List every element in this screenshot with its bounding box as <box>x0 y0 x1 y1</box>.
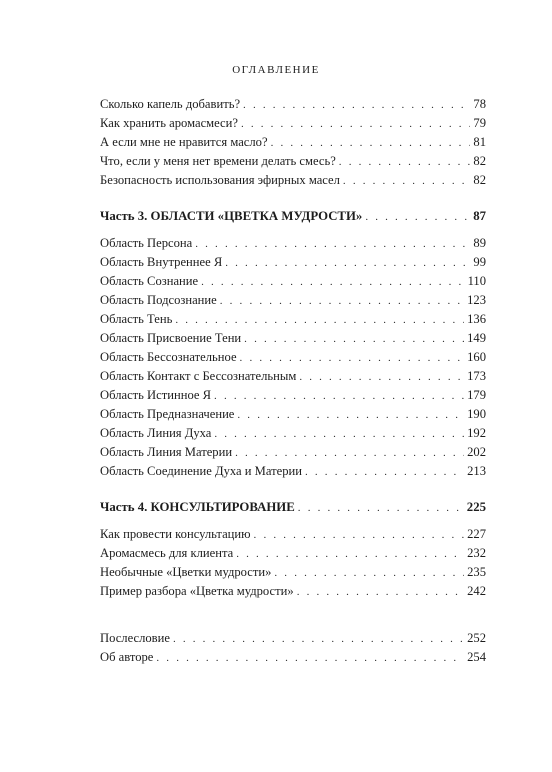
toc-entry[interactable] <box>100 629 486 648</box>
toc-group-part-3 <box>100 234 486 481</box>
entry-title: Область Присвоение Тени <box>100 331 242 345</box>
toc-entry[interactable] <box>100 367 486 386</box>
entry-page: 110 <box>467 274 486 288</box>
entry-title: Аромасмесь для клиента <box>100 546 234 560</box>
part-page: 87 <box>473 209 486 223</box>
leader-dots <box>240 349 465 368</box>
leader-dots <box>225 254 470 273</box>
entry-page: 227 <box>467 527 486 541</box>
toc-entry[interactable] <box>100 405 486 424</box>
leader-dots <box>201 273 464 292</box>
entry-title: Сколько капель добавить? <box>100 97 241 111</box>
entry-page: 252 <box>467 631 486 645</box>
entry-page: 192 <box>467 426 486 440</box>
entry-page: 254 <box>467 650 486 664</box>
leader-dots <box>241 115 470 134</box>
entry-title: Область Предназначение <box>100 407 235 421</box>
leader-dots <box>298 499 464 518</box>
leader-dots <box>195 235 470 254</box>
entry-title: Область Тень <box>100 312 173 326</box>
toc-entry[interactable] <box>100 310 486 329</box>
entry-page: 242 <box>467 584 486 598</box>
leader-dots <box>237 406 464 425</box>
toc-entry[interactable] <box>100 171 486 190</box>
toc-entry[interactable] <box>100 525 486 544</box>
entry-title: Область Подсознание <box>100 293 217 307</box>
leader-dots <box>173 630 464 649</box>
toc-part-heading[interactable] <box>100 207 486 226</box>
entry-title: Область Соединение Духа и Материи <box>100 464 302 478</box>
table-of-contents <box>100 95 486 667</box>
entry-title: Необычные «Цветки мудрости» <box>100 565 272 579</box>
toc-entry[interactable] <box>100 291 486 310</box>
entry-title: Безопасность использования эфирных масел <box>100 173 340 187</box>
toc-part-3 <box>100 207 486 226</box>
toc-group-section-end <box>100 95 486 190</box>
entry-page: 213 <box>467 464 486 478</box>
entry-title: Что, если у меня нет времени делать смесь? <box>100 154 336 168</box>
toc-entry[interactable] <box>100 648 486 667</box>
toc-entry[interactable] <box>100 114 486 133</box>
leader-dots <box>214 425 464 444</box>
entry-page: 149 <box>467 331 486 345</box>
entry-page: 89 <box>473 236 486 250</box>
entry-title: Область Бессознательное <box>100 350 237 364</box>
toc-entry[interactable] <box>100 133 486 152</box>
entry-title: Область Сознание <box>100 274 199 288</box>
part-title: Часть 4. КОНСУЛЬТИРОВАНИЕ <box>100 500 295 514</box>
entry-title: Послесловие <box>100 631 170 645</box>
leader-dots <box>254 526 465 545</box>
entry-title: Область Персона <box>100 236 193 250</box>
entry-title: Область Контакт с Бессознательным <box>100 369 297 383</box>
entry-page: 81 <box>473 135 486 149</box>
part-page: 225 <box>466 500 486 514</box>
leader-dots <box>220 292 464 311</box>
entry-page: 173 <box>467 369 486 383</box>
leader-dots <box>297 583 464 602</box>
leader-dots <box>343 172 470 191</box>
toc-entry[interactable] <box>100 329 486 348</box>
entry-page: 235 <box>467 565 486 579</box>
toc-group-back-matter <box>100 629 486 667</box>
entry-page: 82 <box>473 173 486 187</box>
toc-entry[interactable] <box>100 253 486 272</box>
leader-dots <box>299 368 464 387</box>
entry-title: Об авторе <box>100 650 154 664</box>
entry-title: Как провести консультацию <box>100 527 251 541</box>
toc-entry[interactable] <box>100 234 486 253</box>
toc-entry[interactable] <box>100 95 486 114</box>
leader-dots <box>243 96 470 115</box>
entry-title: Область Внутреннее Я <box>100 255 223 269</box>
entry-page: 123 <box>467 293 486 307</box>
toc-entry[interactable] <box>100 272 486 291</box>
entry-page: 190 <box>467 407 486 421</box>
leader-dots <box>244 330 464 349</box>
entry-title: Пример разбора «Цветка мудрости» <box>100 584 294 598</box>
leader-dots <box>274 564 464 583</box>
entry-page: 232 <box>467 546 486 560</box>
entry-page: 82 <box>473 154 486 168</box>
leader-dots <box>236 545 464 564</box>
page-header: ОГЛАВЛЕНИЕ <box>232 64 320 76</box>
toc-group-part-4 <box>100 525 486 601</box>
entry-page: 78 <box>473 97 486 111</box>
toc-part-4 <box>100 498 486 517</box>
toc-entry[interactable] <box>100 443 486 462</box>
toc-entry[interactable] <box>100 563 486 582</box>
entry-title: Область Истинное Я <box>100 388 212 402</box>
entry-page: 99 <box>473 255 486 269</box>
entry-page: 136 <box>467 312 486 326</box>
entry-title: А если мне не нравится масло? <box>100 135 268 149</box>
leader-dots <box>175 311 464 330</box>
leader-dots <box>339 153 471 172</box>
toc-entry[interactable] <box>100 462 486 481</box>
leader-dots <box>214 387 464 406</box>
toc-entry[interactable] <box>100 424 486 443</box>
entry-page: 179 <box>467 388 486 402</box>
entry-page: 202 <box>467 445 486 459</box>
toc-entry[interactable] <box>100 582 486 601</box>
part-title: Часть 3. ОБЛАСТИ «ЦВЕТКА МУДРОСТИ» <box>100 209 363 223</box>
leader-dots <box>365 208 470 227</box>
entry-page: 79 <box>473 116 486 130</box>
entry-title: Область Линия Духа <box>100 426 212 440</box>
leader-dots <box>235 444 464 463</box>
entry-title: Область Линия Материи <box>100 445 233 459</box>
toc-entry[interactable] <box>100 544 486 563</box>
leader-dots <box>271 134 471 153</box>
leader-dots <box>156 649 464 668</box>
toc-part-heading[interactable] <box>100 498 486 517</box>
toc-entry[interactable] <box>100 348 486 367</box>
entry-title: Как хранить аромасмеси? <box>100 116 238 130</box>
entry-page: 160 <box>467 350 486 364</box>
leader-dots <box>305 463 464 482</box>
toc-entry[interactable] <box>100 386 486 405</box>
toc-entry[interactable] <box>100 152 486 171</box>
